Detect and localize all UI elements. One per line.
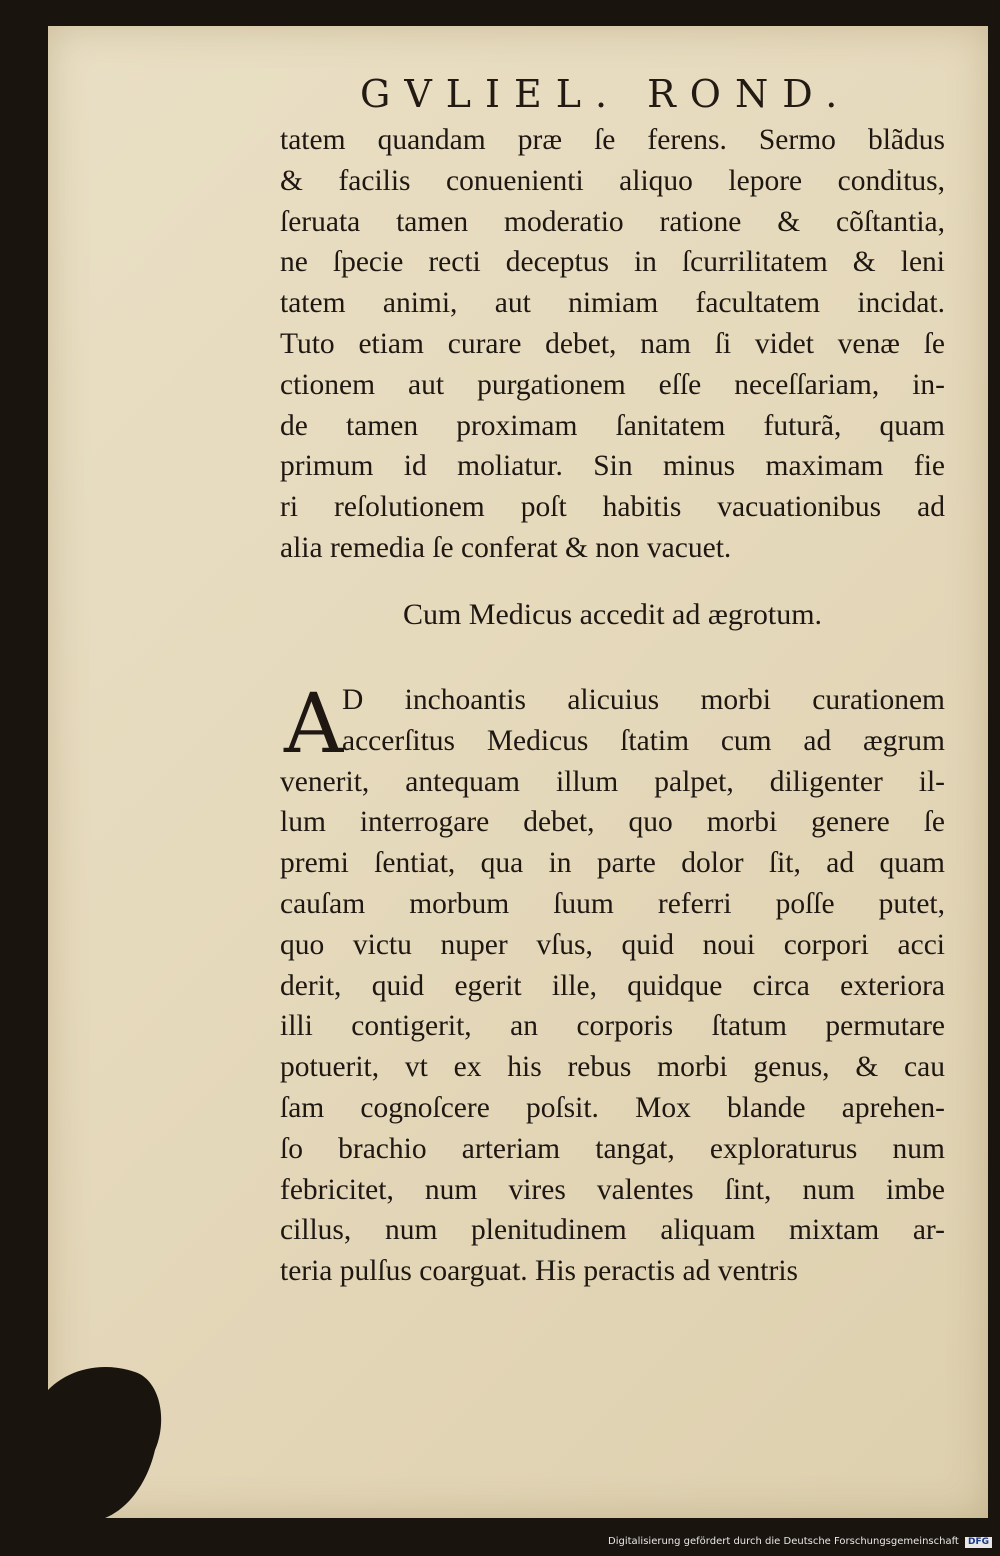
- text-line: lum interrogare debet, quo morbi genere ſe: [280, 806, 945, 839]
- text-line: accerſitus Medicus ſtatim cum ad ægrum: [342, 724, 945, 757]
- text-line: teria pulſus coarguat. His peractis ad ventris: [280, 1255, 799, 1288]
- text-line: illi contigerit, an corporis ſtatum permutare: [280, 1010, 945, 1043]
- paragraph-2: [280, 677, 945, 1292]
- dfg-logo: DFG: [965, 1537, 992, 1548]
- text-line: D inchoantis alicuius morbi curationem: [342, 684, 945, 716]
- text-line: Tuto etiam curare debet, nam ſi videt venæ ſe: [280, 327, 945, 360]
- text-line: de tamen proximam ſanitatem futurã, quam: [280, 409, 945, 442]
- drop-cap: A: [284, 677, 344, 772]
- text-line: ſo brachio arteriam tangat, exploraturus num: [280, 1132, 945, 1165]
- running-head: GVLIEL. ROND.: [360, 72, 852, 116]
- text-line: premi ſentiat, qua in parte dolor ſit, ad quam: [280, 847, 945, 880]
- text-line: cauſam morbum ſuum referri poſſe putet,: [280, 887, 945, 920]
- text-line: tatem animi, aut nimiam facultatem incidat.: [280, 287, 945, 320]
- text-line: alia remedia ſe conferat & non vacuet.: [280, 531, 732, 564]
- text-line: potuerit, vt ex his rebus morbi genus, & cau: [280, 1051, 945, 1084]
- page-damage-stain: [40, 1360, 170, 1520]
- text-line: primum id moliatur. Sin minus maximam fie: [280, 450, 945, 483]
- text-line: ctionem aut purgationem eſſe neceſſariam, in-: [280, 368, 945, 401]
- text-line: quo victu nuper vſus, quid noui corpori acci: [280, 928, 945, 961]
- text-line: & facilis conuenienti aliquo lepore conditus,: [280, 164, 945, 197]
- credit-text: Digitalisierung gefördert durch die Deutsche Forschungsgemeinschaft: [608, 1536, 959, 1547]
- text-line: febricitet, num vires valentes ſint, num imbe: [280, 1173, 945, 1206]
- text-line: ſeruata tamen moderatio ratione & cõſtantia,: [280, 205, 945, 238]
- text-line: cillus, num plenitudinem aliquam mixtam ar-: [280, 1214, 945, 1247]
- section-heading: Cum Medicus accedit ad ægrotum.: [402, 598, 823, 631]
- text-line: ri reſolutionem poſt habitis vacuationibus ad: [280, 491, 945, 524]
- text-line: ſam cognoſcere poſsit. Mox blande aprehen-: [280, 1091, 945, 1124]
- text-line: tatem quandam præ ſe ferens. Sermo blãdus: [280, 124, 945, 156]
- text-line: venerit, antequam illum palpet, diligenter il-: [280, 765, 945, 798]
- paragraph-1: [280, 120, 945, 569]
- digitization-credit: [608, 1536, 992, 1548]
- text-line: derit, quid egerit ille, quidque circa exteriora: [280, 969, 945, 1002]
- text-line: ne ſpecie recti deceptus in ſcurrilitatem & leni: [280, 246, 945, 279]
